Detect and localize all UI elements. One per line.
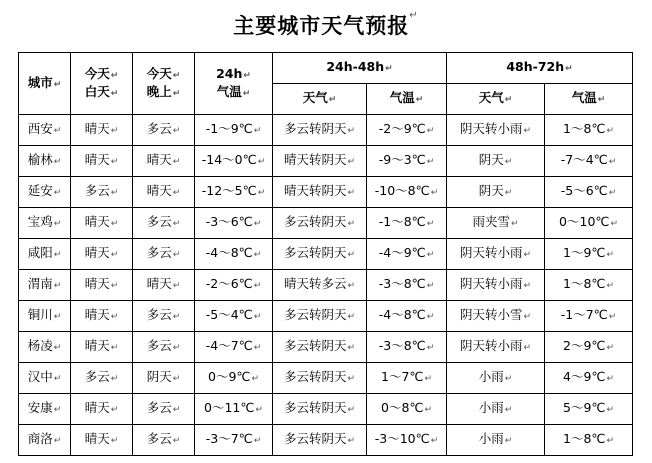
cell-night: 晴天↵	[133, 146, 195, 177]
header-today-night: 今天↵ 晚上↵	[133, 53, 195, 115]
cell-night: 多云↵	[133, 115, 195, 146]
cell-t48: -4～9℃↵	[367, 239, 447, 270]
cell-w72: 阴天转小雨↵	[447, 270, 545, 301]
cell-w72: 小雨↵	[447, 425, 545, 456]
table-row	[19, 208, 633, 239]
cell-night: 多云↵	[133, 394, 195, 425]
cell-t72: 2～9℃↵	[545, 332, 633, 363]
cell-w72: 阴天↵	[447, 177, 545, 208]
cell-t48: -2～9℃↵	[367, 115, 447, 146]
cell-t72: 5～9℃↵	[545, 394, 633, 425]
cell-day: 晴天↵	[71, 301, 133, 332]
cell-w72: 小雨↵	[447, 363, 545, 394]
cell-t24: -14～0℃↵	[195, 146, 273, 177]
header-weather-48: 天气↵	[273, 84, 367, 115]
cell-night: 阴天↵	[133, 363, 195, 394]
cell-w48: 晴天转阴天↵	[273, 146, 367, 177]
cell-t48: -3～8℃↵	[367, 270, 447, 301]
cell-w48: 多云转阴天↵	[273, 208, 367, 239]
cell-w48: 晴天转多云↵	[273, 270, 367, 301]
cell-t48: -10～8℃↵	[367, 177, 447, 208]
page-title	[0, 10, 652, 40]
cell-w72: 雨夹雪↵	[447, 208, 545, 239]
cell-t24: -5～4℃↵	[195, 301, 273, 332]
cell-t72: -1～7℃↵	[545, 301, 633, 332]
cell-city: 商洛↵	[19, 425, 71, 456]
cell-city: 榆林↵	[19, 146, 71, 177]
cell-t72: -5～6℃↵	[545, 177, 633, 208]
cell-day: 晴天↵	[71, 208, 133, 239]
weather-table	[18, 52, 633, 456]
cell-t72: 1～8℃↵	[545, 425, 633, 456]
cell-w72: 小雨↵	[447, 394, 545, 425]
cell-t72: -7～4℃↵	[545, 146, 633, 177]
cell-t48: -3～8℃↵	[367, 332, 447, 363]
cell-t48: -4～8℃↵	[367, 301, 447, 332]
cell-day: 多云↵	[71, 363, 133, 394]
table-row	[19, 425, 633, 456]
cell-t24: -1～9℃↵	[195, 115, 273, 146]
cell-city: 安康↵	[19, 394, 71, 425]
cell-w48: 多云转阴天↵	[273, 301, 367, 332]
cell-w48: 多云转阴天↵	[273, 332, 367, 363]
cell-w48: 多云转阴天↵	[273, 425, 367, 456]
cell-w48: 多云转阴天↵	[273, 115, 367, 146]
cell-night: 多云↵	[133, 425, 195, 456]
cell-w48: 多云转阴天↵	[273, 394, 367, 425]
header-temp-48: 气温↵	[367, 84, 447, 115]
cell-t72: 1～8℃↵	[545, 270, 633, 301]
cell-day: 晴天↵	[71, 115, 133, 146]
cell-w72: 阴天转小雨↵	[447, 332, 545, 363]
cell-city: 汉中↵	[19, 363, 71, 394]
cell-city: 宝鸡↵	[19, 208, 71, 239]
cell-w48: 多云转阴天↵	[273, 363, 367, 394]
paragraph-mark-icon: ↵	[409, 10, 419, 21]
table-row	[19, 270, 633, 301]
cell-day: 晴天↵	[71, 425, 133, 456]
cell-t48: -9～3℃↵	[367, 146, 447, 177]
cell-day: 晴天↵	[71, 270, 133, 301]
cell-t48: 0～8℃↵	[367, 394, 447, 425]
cell-day: 多云↵	[71, 177, 133, 208]
table-row	[19, 394, 633, 425]
table-row	[19, 239, 633, 270]
cell-t24: -12～5℃↵	[195, 177, 273, 208]
cell-night: 多云↵	[133, 301, 195, 332]
header-24-48h: 24h-48h↵	[273, 53, 447, 84]
cell-t24: -3～6℃↵	[195, 208, 273, 239]
cell-day: 晴天↵	[71, 146, 133, 177]
cell-city: 铜川↵	[19, 301, 71, 332]
cell-t72: 1～9℃↵	[545, 239, 633, 270]
cell-t48: -3～10℃↵	[367, 425, 447, 456]
cell-day: 晴天↵	[71, 394, 133, 425]
table-row	[19, 177, 633, 208]
cell-city: 延安↵	[19, 177, 71, 208]
table-row	[19, 146, 633, 177]
table-row	[19, 363, 633, 394]
header-24h: 24h↵ 气温↵	[195, 53, 273, 115]
cell-city: 西安↵	[19, 115, 71, 146]
header-row-1	[19, 53, 633, 84]
cell-t72: 1～8℃↵	[545, 115, 633, 146]
cell-night: 多云↵	[133, 332, 195, 363]
cell-t48: 1～7℃↵	[367, 363, 447, 394]
header-weather-72: 天气↵	[447, 84, 545, 115]
cell-w72: 阴天转小雨↵	[447, 239, 545, 270]
header-today-day: 今天↵ 白天↵	[71, 53, 133, 115]
cell-t48: -1～8℃↵	[367, 208, 447, 239]
page-title-text: 主要城市天气预报	[233, 14, 410, 38]
table-row	[19, 301, 633, 332]
cell-w72: 阴天转小雪↵	[447, 301, 545, 332]
cell-w48: 多云转阴天↵	[273, 239, 367, 270]
cell-night: 晴天↵	[133, 177, 195, 208]
cell-w72: 阴天转小雨↵	[447, 115, 545, 146]
cell-t24: 0～9℃↵	[195, 363, 273, 394]
cell-w48: 晴天转阴天↵	[273, 177, 367, 208]
cell-city: 渭南↵	[19, 270, 71, 301]
cell-day: 晴天↵	[71, 332, 133, 363]
cell-t72: 4～9℃↵	[545, 363, 633, 394]
cell-night: 多云↵	[133, 239, 195, 270]
cell-t24: 0～11℃↵	[195, 394, 273, 425]
cell-night: 晴天↵	[133, 270, 195, 301]
cell-city: 咸阳↵	[19, 239, 71, 270]
table-row	[19, 115, 633, 146]
cell-t24: -3～7℃↵	[195, 425, 273, 456]
table-body	[19, 115, 633, 456]
header-city: 城市↵	[19, 53, 71, 115]
table-row	[19, 332, 633, 363]
cell-t24: -4～8℃↵	[195, 239, 273, 270]
cell-w72: 阴天↵	[447, 146, 545, 177]
cell-t72: 0～10℃↵	[545, 208, 633, 239]
cell-night: 多云↵	[133, 208, 195, 239]
cell-t24: -2～6℃↵	[195, 270, 273, 301]
cell-city: 杨凌↵	[19, 332, 71, 363]
cell-day: 晴天↵	[71, 239, 133, 270]
cell-t24: -4～7℃↵	[195, 332, 273, 363]
header-temp-72: 气温↵	[545, 84, 633, 115]
header-48-72h: 48h-72h↵	[447, 53, 633, 84]
